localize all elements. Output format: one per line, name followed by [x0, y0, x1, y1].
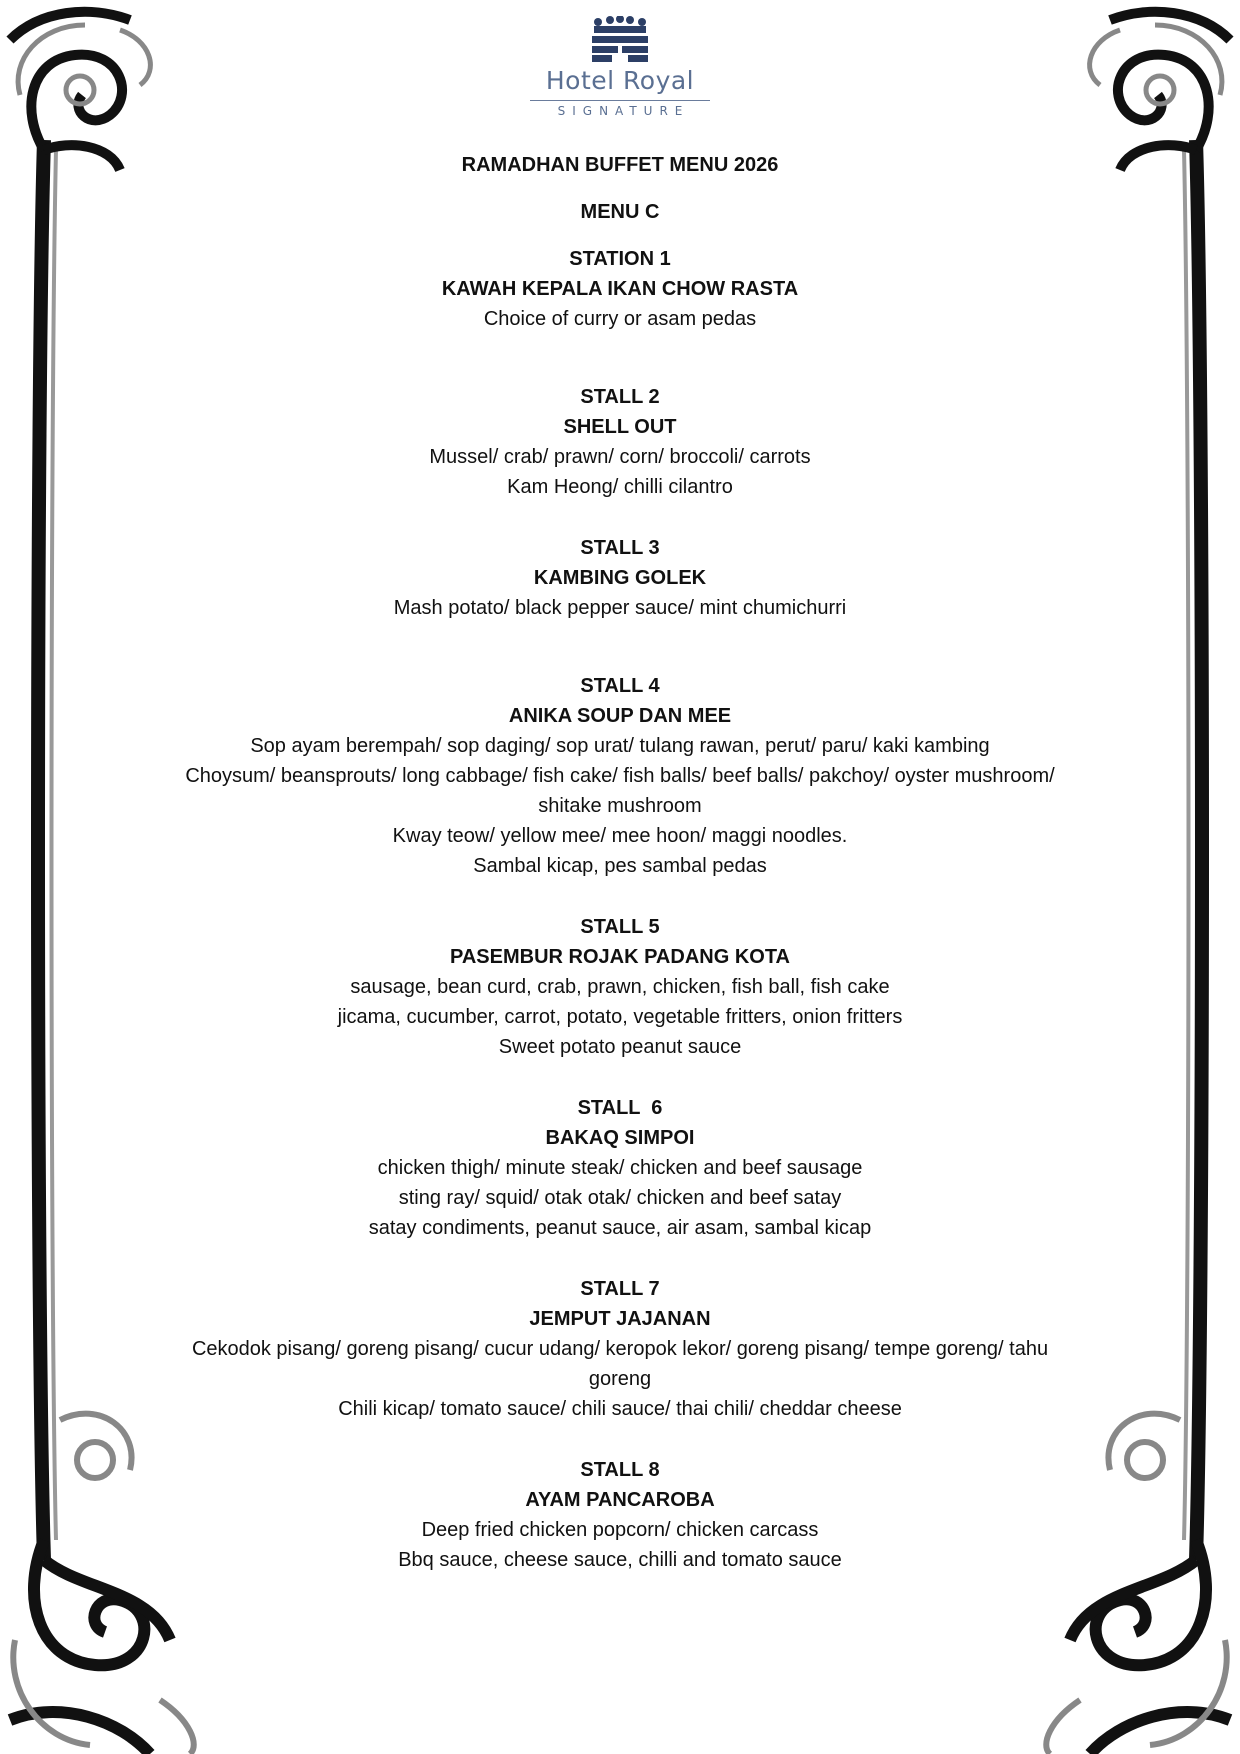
station-item: Sambal kicap, pes sambal pedas	[473, 855, 767, 877]
menu-title: RAMADHAN BUFFET MENU 2026	[461, 154, 779, 176]
station-item: Kam Heong/ chilli cilantro	[507, 476, 733, 498]
station-block	[140, 671, 1100, 881]
station-item: Deep fried chicken popcorn/ chicken carcass	[421, 1519, 819, 1541]
station-item: sting ray/ squid/ otak otak/ chicken and beef satay	[398, 1187, 842, 1209]
station-name: ANIKA SOUP DAN MEE	[508, 705, 732, 727]
station-item: Sop ayam berempah/ sop daging/ sop urat/ tulang rawan, perut/ paru/ kaki kambing	[250, 735, 990, 757]
hotel-name: Hotel Royal	[545, 66, 695, 95]
station-label: STALL 6	[577, 1097, 663, 1119]
station-name: AYAM PANCAROBA	[525, 1489, 715, 1511]
station-item: goreng	[588, 1368, 652, 1390]
crown-logo-icon	[588, 16, 652, 62]
station-label: STALL 4	[580, 675, 660, 697]
station-item: Bbq sauce, cheese sauce, chilli and tomato sauce	[398, 1549, 842, 1571]
station-label: STALL 3	[580, 537, 660, 559]
station-item: shitake mushroom	[538, 795, 702, 817]
station-block	[140, 382, 1100, 502]
station-label: STALL 2	[580, 386, 660, 408]
logo-divider	[530, 100, 710, 101]
station-item: sausage, bean curd, crab, prawn, chicken, fish ball, fish cake	[350, 976, 890, 998]
station-label: STALL 8	[580, 1459, 660, 1481]
station-item: Cekodok pisang/ goreng pisang/ cucur udang/ keropok lekor/ goreng pisang/ tempe goreng/ tahu	[191, 1338, 1049, 1360]
station-item: jicama, cucumber, carrot, potato, vegetable fritters, onion fritters	[337, 1006, 903, 1028]
station-item: Kway teow/ yellow mee/ mee hoon/ maggi noodles.	[392, 825, 848, 847]
station-block	[140, 1274, 1100, 1424]
station-name: JEMPUT JAJANAN	[529, 1308, 711, 1330]
station-item: Choice of curry or asam pedas	[483, 308, 757, 330]
menu-variant: MENU C	[580, 201, 660, 223]
station-name: SHELL OUT	[563, 416, 677, 438]
hotel-subtitle: SIGNATURE	[557, 104, 690, 118]
station-label: STATION 1	[569, 248, 671, 270]
station-name: BAKAQ SIMPOI	[545, 1127, 695, 1149]
station-item: chicken thigh/ minute steak/ chicken and beef sausage	[377, 1157, 863, 1179]
hotel-logo	[520, 16, 720, 128]
station-block	[140, 912, 1100, 1062]
menu-content	[140, 150, 1100, 1606]
station-name: PASEMBUR ROJAK PADANG KOTA	[449, 946, 790, 968]
station-name: KAWAH KEPALA IKAN CHOW RASTA	[441, 278, 799, 300]
station-item: satay condiments, peanut sauce, air asam, sambal kicap	[368, 1217, 872, 1239]
station-item: Sweet potato peanut sauce	[498, 1036, 742, 1058]
station-item: Chili kicap/ tomato sauce/ chili sauce/ thai chili/ cheddar cheese	[338, 1398, 902, 1420]
station-item: Mash potato/ black pepper sauce/ mint chumichurri	[393, 597, 847, 619]
station-label: STALL 7	[580, 1278, 660, 1300]
station-item: Mussel/ crab/ prawn/ corn/ broccoli/ carrots	[429, 446, 811, 468]
station-name: KAMBING GOLEK	[533, 567, 707, 589]
station-block	[140, 533, 1100, 623]
station-block	[140, 1093, 1100, 1243]
station-block	[140, 1455, 1100, 1575]
station-item: Choysum/ beansprouts/ long cabbage/ fish cake/ fish balls/ beef balls/ pakchoy/ oyster mushroom/	[185, 765, 1055, 787]
station-block	[140, 244, 1100, 334]
station-label: STALL 5	[580, 916, 660, 938]
